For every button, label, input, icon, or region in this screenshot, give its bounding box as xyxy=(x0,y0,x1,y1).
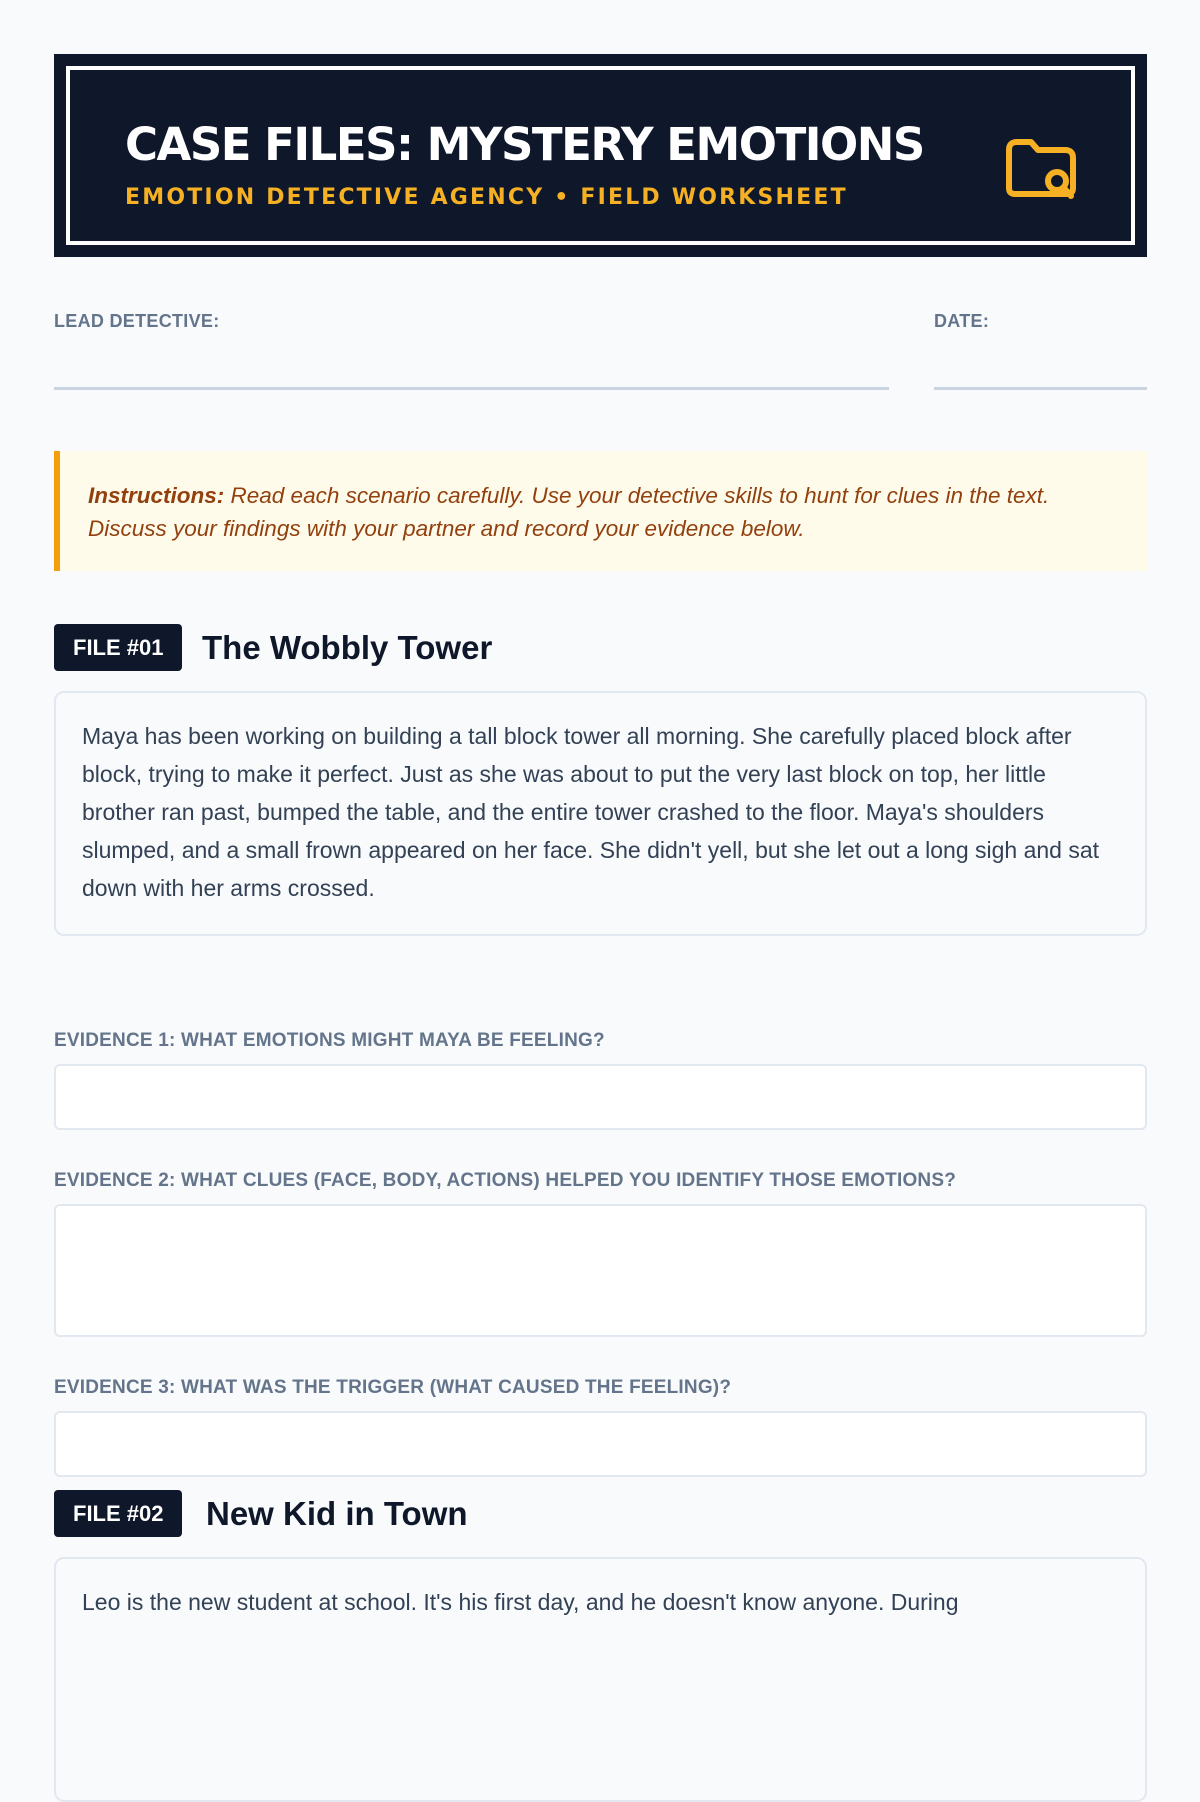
instructions-box xyxy=(54,451,1147,571)
page-title: CASE FILES: MYSTERY EMOTIONS xyxy=(125,118,924,171)
banner-frame xyxy=(66,66,1135,245)
detective-label: LEAD DETECTIVE: xyxy=(54,311,220,331)
evidence-3-answer[interactable] xyxy=(54,1411,1147,1477)
scenario-text: Leo is the new student at school. It's his first day, and he doesn't know anyone. During xyxy=(54,1557,1147,1802)
file-badge: FILE #01 xyxy=(54,624,182,671)
date-input-line[interactable] xyxy=(934,387,1147,390)
header-banner xyxy=(54,54,1147,257)
case-file-2 xyxy=(54,1490,1147,1615)
page-subtitle: EMOTION DETECTIVE AGENCY • FIELD WORKSHEET xyxy=(125,185,848,210)
folder-search-icon xyxy=(1003,132,1079,202)
instructions-text: Read each scenario carefully. Use your detective skills to hunt for clues in the text. Discuss your findings with your partner and record your evidence below. xyxy=(88,483,1050,541)
date-field[interactable] xyxy=(934,312,1147,330)
instructions-label: Instructions: xyxy=(88,483,225,508)
case-title: New Kid in Town xyxy=(206,1495,468,1532)
worksheet-page xyxy=(54,54,1147,1615)
detective-input-line[interactable] xyxy=(54,387,889,390)
case-file-1 xyxy=(54,624,1147,1398)
detective-field[interactable] xyxy=(54,312,889,330)
file-badge: FILE #02 xyxy=(54,1490,182,1537)
case-header xyxy=(54,1490,1147,1540)
case-title: The Wobbly Tower xyxy=(202,629,493,666)
meta-row xyxy=(54,312,1147,392)
evidence-1-answer[interactable] xyxy=(54,1064,1147,1130)
case-header xyxy=(54,624,1147,674)
evidence-3-label: EVIDENCE 3: WHAT WAS THE TRIGGER (WHAT CAUSED THE FEELING)? xyxy=(54,1377,732,1398)
scenario-text: Maya has been working on building a tall block tower all morning. She carefully placed block after block, trying to make it perfect. Just as she was about to put the very last block on top, her little brother ran past, bumped the table, and the entire tower crashed to the floor. Maya's shoulders slumped, and a small frown appeared on her face. She didn't yell, but she let out a long sigh and sat down with her arms crossed. xyxy=(54,691,1147,936)
date-label: DATE: xyxy=(934,311,990,331)
evidence-1-label: EVIDENCE 1: WHAT EMOTIONS MIGHT MAYA BE FEELING? xyxy=(54,1030,605,1051)
evidence-2-answer[interactable] xyxy=(54,1204,1147,1337)
evidence-2-label: EVIDENCE 2: WHAT CLUES (FACE, BODY, ACTIONS) HELPED YOU IDENTIFY THOSE EMOTIONS? xyxy=(54,1170,957,1191)
